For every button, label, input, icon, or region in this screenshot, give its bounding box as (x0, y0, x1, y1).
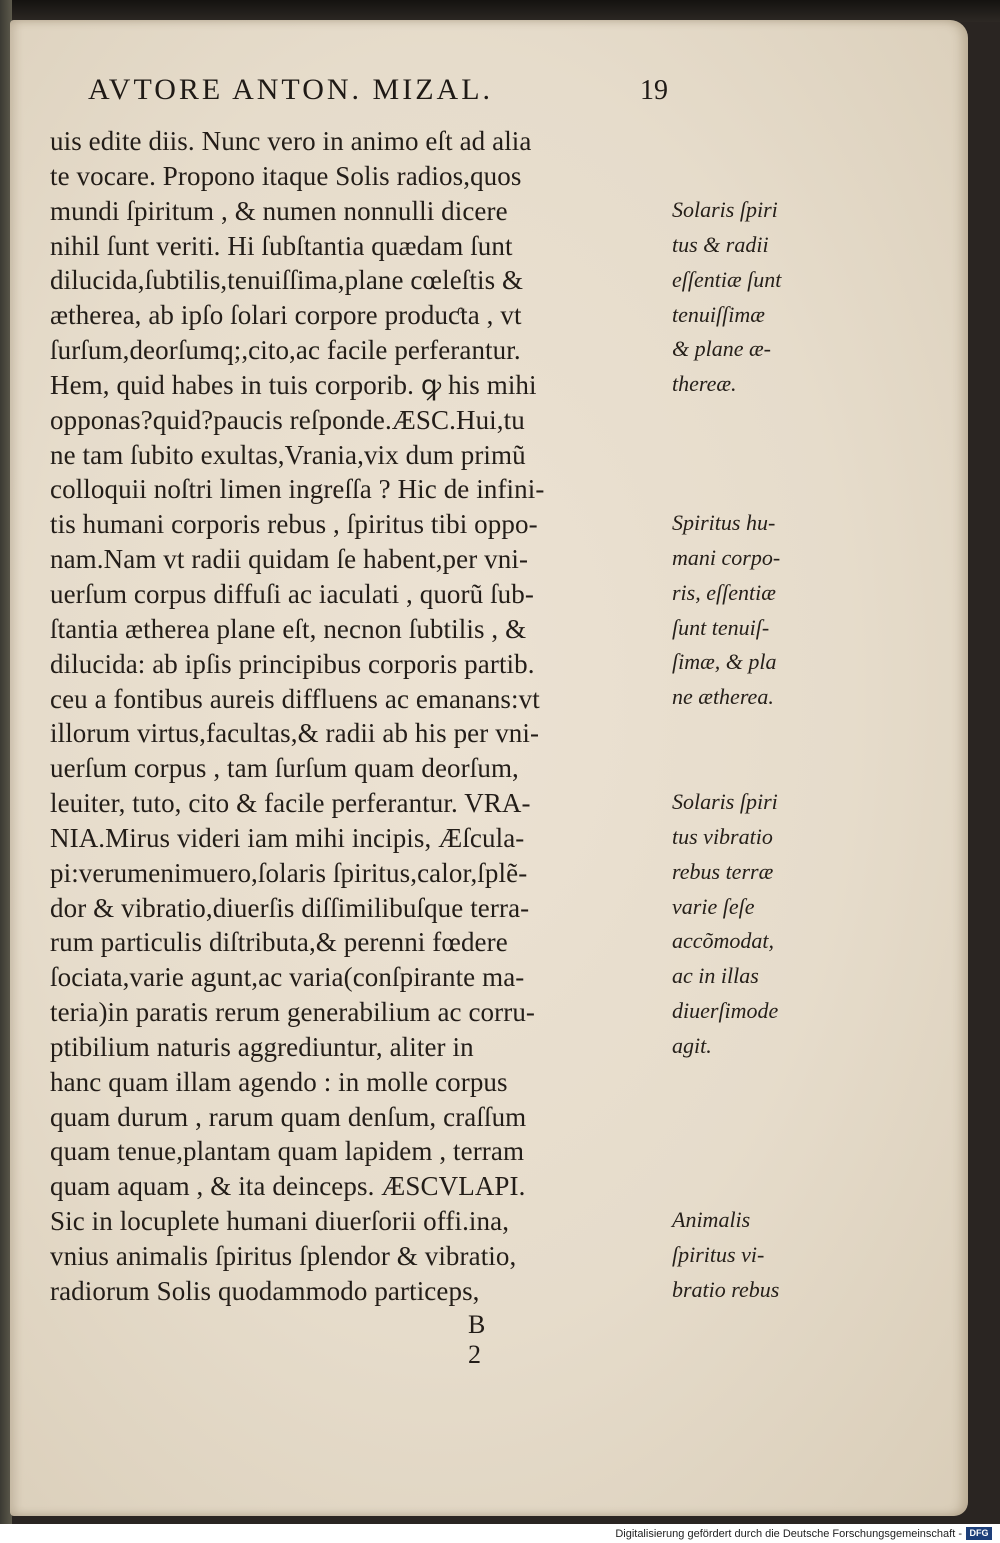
text-line: dilucida: ab ipſis principibus corporis partib. (50, 648, 535, 679)
margin-note-human-spirit (672, 506, 822, 715)
margin-note-line: tus & radii (672, 231, 769, 257)
text-line: dilucida,ſubtilis,tenuiſſima,plane cœleſtis & (50, 265, 524, 296)
text-line: illorum virtus,facultas,& radii ab his per vni- (50, 718, 540, 749)
text-line: te vocare. Propono itaque Solis radios,quos (50, 160, 522, 191)
text-line: quam durum , rarum quam denſum, craſſum (50, 1101, 527, 1132)
text-line: ne tam ſubito exultas,Vrania,vix dum primũ (50, 439, 526, 470)
text-line: Hem, quid habes in tuis corporib. ꝙ his mihi (50, 369, 537, 400)
margin-note-line: ſpiritus vi- (672, 1241, 765, 1267)
margin-note-solar-spirit (672, 193, 822, 402)
margin-note-line: varie ſeſe (672, 893, 755, 919)
text-line: mundi ſpiritum , & numen nonnulli dicere (50, 195, 508, 226)
margin-note-line: Animalis (672, 1207, 751, 1232)
text-line: ætherea, ab ipſo ſolari corpore produƈta , vt (50, 300, 522, 331)
margin-note-line: ſimæ, & pla (672, 649, 777, 675)
margin-note-line: ac in illas (672, 963, 759, 989)
text-line: NIA.Mirus videri iam mihi incipis, Æſcula- (50, 822, 525, 853)
margin-note-line: Solaris ſpiri (672, 197, 778, 222)
funding-credit: Digitalisierung gefördert durch die Deutsche Forschungsgemeinschaft - (615, 1528, 962, 1540)
text-line: quam aquam , & ita deinceps. ÆSCVLAPI. (50, 1171, 526, 1202)
main-text-block (50, 124, 670, 1309)
margin-note-line: diuerſimode (672, 998, 779, 1024)
margin-note-line: ris, eſſentiæ (672, 579, 776, 605)
margin-note-line: eſſentiæ ſunt (672, 266, 782, 292)
running-head (88, 73, 668, 113)
text-line: nam.Nam vt radii quidam ſe habent,per vni- (50, 544, 529, 575)
margin-note-line: tus vibratio (672, 823, 773, 849)
margin-note-line: tenuiſſimæ (672, 301, 765, 327)
text-line: uerſum corpus , tam ſurſum quam deorſum, (50, 753, 519, 784)
text-line: leuiter, tuto, cito & facile perferantur. VRA- (50, 788, 531, 819)
text-line: uerſum corpus diffuſi ac iaculati , quorũ ſub- (50, 578, 534, 609)
margin-note-solar-vibration (672, 785, 822, 1064)
text-line: ceu a fontibus aureis diffluens ac emanans:vt (50, 683, 540, 714)
margin-note-line: thereæ. (672, 371, 737, 397)
running-head-title: AVTORE ANTON. MIZAL. (88, 73, 494, 106)
text-line: opponas?quid?paucis reſponde.ÆSC.Hui,tu (50, 404, 525, 435)
text-line: pi:verumenimuero,ſolaris ſpiritus,calor,ſplẽ- (50, 857, 528, 888)
text-line: ptibilium naturis aggrediuntur, aliter in (50, 1031, 474, 1062)
margin-note-line: accõmodat, (672, 928, 775, 954)
text-line: ſociata,varie agunt,ac varia(conſpirante ma- (50, 962, 525, 993)
margin-note-line: Spiritus hu- (672, 510, 776, 535)
scan-background-top (0, 0, 1000, 22)
margin-note-line: & plane æ- (672, 336, 771, 362)
margin-note-line: agit. (672, 1032, 712, 1058)
text-line: colloquii noſtri limen ingreſſa ? Hic de infini- (50, 474, 545, 505)
margin-note-line: ſunt tenuiſ- (672, 614, 770, 640)
margin-note-line: rebus terræ (672, 858, 774, 884)
margin-note-animal-spirit (672, 1203, 822, 1308)
signature-mark: B 2 (468, 1310, 504, 1369)
text-line: ſtantia ætherea plane eſt, necnon ſubtilis , & (50, 613, 527, 644)
text-line: tis humani corporis rebus , ſpiritus tibi oppo- (50, 509, 538, 540)
text-line: hanc quam illam agendo : in molle corpus (50, 1066, 508, 1097)
text-line: rum particulis diſtributa,& perenni fœdere (50, 927, 508, 958)
margin-note-line: mani corpo- (672, 544, 781, 570)
text-line: nihil ſunt veriti. Hi ſubſtantia quædam ſunt (50, 230, 513, 261)
page-number: 19 (640, 75, 668, 106)
dfg-logo-icon: DFG (966, 1527, 992, 1540)
margin-note-line: Solaris ſpiri (672, 789, 778, 814)
text-line: uis edite diis. Nunc vero in animo eſt ad alia (50, 126, 532, 156)
text-line: Sic in locuplete humani diuerſorii offi.ina, (50, 1206, 510, 1237)
text-line: teria)in paratis rerum generabilium ac corru- (50, 997, 536, 1028)
text-line: vnius animalis ſpiritus ſplendor & vibratio, (50, 1241, 517, 1271)
text-line: dor & vibratio,diuerſis diſſimilibuſque terra- (50, 892, 530, 923)
margin-note-line: bratio rebus (672, 1276, 780, 1302)
text-line: ſurſum,deorſumq;,cito,ac facile perferantur. (50, 335, 521, 366)
margin-note-line: ne ætherea. (672, 684, 774, 710)
text-line: radiorum Solis quodammodo particeps, (50, 1275, 480, 1306)
text-line: quam tenue,plantam quam lapidem , terram (50, 1136, 525, 1167)
